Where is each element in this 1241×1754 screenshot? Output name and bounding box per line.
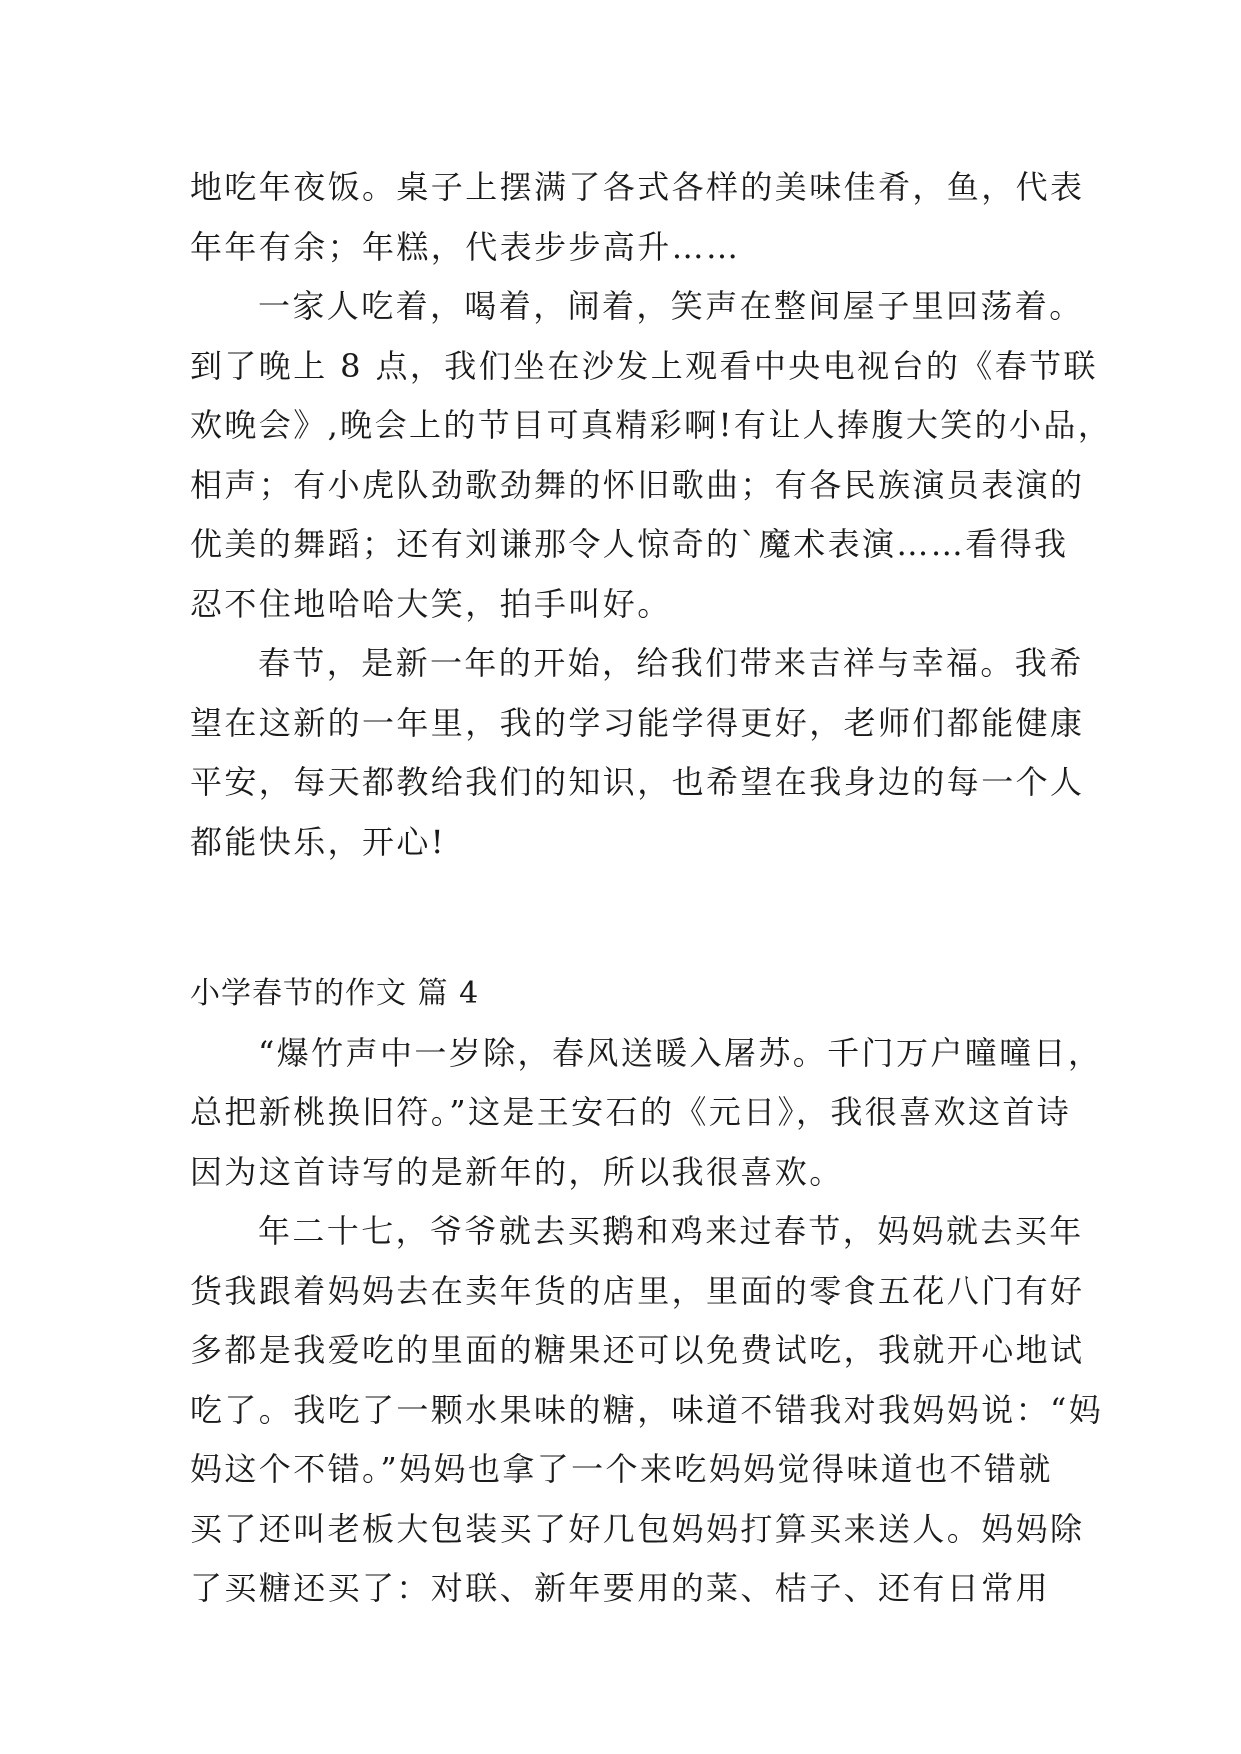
paragraph-5-line-6: 买了还叫老板大包装买了好几包妈妈打算买来送人。妈妈除 — [190, 1509, 1085, 1548]
paragraph-3-line-1: 春节，是新一年的开始，给我们带来吉祥与幸福。我希 — [258, 644, 1084, 682]
paragraph-2-line-3: 欢晚会》,晚会上的节目可真精彩啊!有让人捧腹大笑的小品， — [190, 406, 1113, 444]
paragraph-1-line-2: 年年有余；年糕，代表步步高升…… — [190, 227, 741, 266]
paragraph-1 — [190, 158, 1085, 277]
paragraph-3-line-4: 都能快乐，开心! — [190, 822, 447, 861]
paragraph-4 — [190, 1024, 1103, 1203]
paragraph-5-line-7: 了买糖还买了：对联、新年要用的菜、桔子、还有日常用 — [190, 1569, 1051, 1607]
paragraph-2 — [190, 277, 1113, 634]
paragraph-4-line-2: 总把新桃换旧符。”这是王安石的《元日》，我很喜欢这首诗 — [190, 1093, 1072, 1131]
paragraph-4-line-1: “爆竹声中一岁除，春风送暖入屠苏。千门万户曈曈日， — [258, 1033, 1103, 1072]
paragraph-3 — [190, 634, 1085, 872]
paragraph-1-line-1: 地吃年夜饭。桌子上摆满了各式各样的美味佳肴，鱼，代表 — [190, 168, 1085, 206]
paragraph-5-line-4: 吃了。我吃了一颗水果味的糖，味道不错我对我妈妈说：“妈 — [190, 1390, 1104, 1429]
paragraph-2-line-6: 忍不住地哈哈大笑，拍手叫好。 — [190, 584, 672, 623]
paragraph-2-line-2: 到了晚上 8 点，我们坐在沙发上观看中央电视台的《春节联 — [190, 346, 1098, 385]
paragraph-5 — [190, 1202, 1104, 1619]
paragraph-2-line-4: 相声；有小虎队劲歌劲舞的怀旧歌曲；有各民族演员表演的 — [190, 465, 1085, 504]
paragraph-3-line-3: 平安，每天都教给我们的知识，也希望在我身边的每一个人 — [190, 763, 1085, 801]
paragraph-2-line-5: 优美的舞蹈；还有刘谦那令人惊奇的`魔术表演……看得我 — [190, 525, 1069, 563]
paragraph-3-line-2: 望在这新的一年里，我的学习能学得更好，老师们都能健康 — [190, 703, 1085, 742]
paragraph-5-line-3: 多都是我爱吃的里面的糖果还可以免费试吃，我就开心地试 — [190, 1331, 1085, 1369]
document-page — [190, 158, 1113, 1619]
paragraph-5-line-2: 货我跟着妈妈去在卖年货的店里，里面的零食五花八门有好 — [190, 1271, 1085, 1310]
section-gap — [190, 872, 1070, 964]
paragraph-2-line-1: 一家人吃着，喝着，闹着，笑声在整间屋子里回荡着。 — [258, 287, 1084, 325]
paragraph-5-line-5: 妈这个不错。”妈妈也拿了一个来吃妈妈觉得味道也不错就 — [190, 1450, 1053, 1488]
section-heading: 小学春节的作文 篇 4 — [190, 976, 480, 1011]
paragraph-5-line-1: 年二十七，爷爷就去买鹅和鸡来过春节，妈妈就去买年 — [258, 1212, 1084, 1250]
paragraph-4-line-3: 因为这首诗写的是新年的，所以我很喜欢。 — [190, 1152, 844, 1191]
